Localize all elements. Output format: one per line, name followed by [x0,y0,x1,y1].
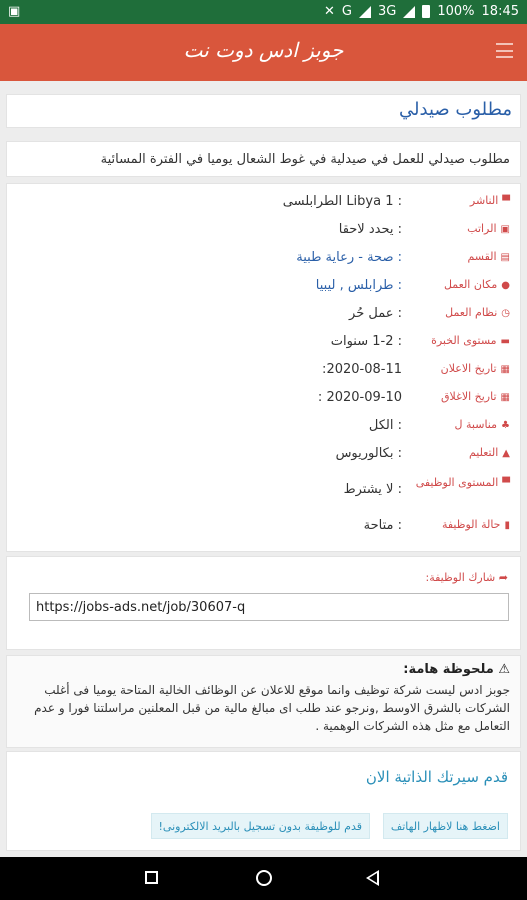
detail-row-work-type [7,306,522,330]
app-bar [0,24,527,81]
network-type-label: 3G [378,4,397,19]
detail-value: : Libya 1 الطرابلسى [282,194,402,209]
app-notification-icon: ▣ [8,4,21,19]
share-label: شارك الوظيفة: [425,571,496,584]
detail-value: : بكالوريوس [335,446,402,461]
hamburger-menu-icon[interactable] [496,43,513,58]
experience-icon: ▬ [500,336,510,347]
graduation-cap-icon: ▲ [502,448,510,459]
detail-value: : الكل [368,418,402,433]
calendar-icon: ▦ [500,392,510,403]
carrier-label: G [341,4,352,19]
detail-value-location-link[interactable]: : طرابلس , ليبيا [315,278,402,293]
notice-body: جوبز ادس ليست شركة توظيف وانما موقع للاعلان عن الوظائف الخالية المتاحة يوميا فى أغلب الشركات بالشرق الاوسط ,ونرجو عند طلب اى مبالغ مالية من قبل المعلنين مراسلتنا فورا و عدم التعامل مع مثل هذه الشركات الوهمية . [34,683,510,733]
thermometer-icon: ▮ [504,520,510,531]
detail-row-job-status [7,518,522,542]
briefcase-icon: ▀ [502,478,510,489]
job-description: مطلوب صيدلي للعمل في صيدلية في غوط الشعال يوميا في الفترة المسائية [100,152,510,167]
detail-label: الناشر [469,194,499,207]
detail-value: : عمل حُر [349,306,402,321]
android-nav-bar [0,857,527,900]
submit-cv-card [6,751,521,851]
mute-icon: ✕ [324,4,335,19]
job-title: مطلوب صيدلي [399,99,512,120]
clock-icon: ◷ [501,308,510,319]
battery-level: 100% [437,4,475,19]
detail-label: مستوى الخبرة [431,334,497,347]
important-notice-card [6,655,521,748]
detail-value: : 1-2 سنوات [330,334,402,349]
battery-icon [422,5,430,18]
back-icon[interactable] [366,870,379,886]
detail-label: تاريخ الاغلاق [440,390,497,403]
job-description-card [6,141,521,177]
detail-value: : متاحة [363,518,402,533]
signal-icon-2 [403,6,415,18]
detail-value: 2020-09-10 : [317,390,402,405]
detail-row-experience [7,334,522,358]
money-icon: ▣ [500,224,510,235]
job-details-card [6,183,521,552]
detail-value: : لا يشترط [343,482,402,497]
detail-row-salary [7,222,522,246]
detail-row-category [7,250,522,274]
detail-label: التعليم [468,446,499,459]
detail-row-posted-date [7,362,522,386]
category-icon: ▤ [500,252,510,263]
detail-label: مكان العمل [443,278,498,291]
home-icon[interactable] [256,870,272,886]
detail-label: المستوى الوظيفى [415,476,499,489]
job-title-card [6,94,521,128]
detail-value: : يحدد لاحقا [338,222,402,237]
detail-row-closing-date [7,390,522,414]
users-icon: ♣ [501,420,510,431]
status-bar [0,0,527,24]
detail-row-education [7,446,522,470]
detail-label: القسم [467,250,497,263]
detail-row-career-level [7,476,522,508]
recent-apps-icon[interactable] [145,871,158,884]
detail-label: تاريخ الاعلان [440,362,497,375]
detail-row-location [7,278,522,302]
clock-time: 18:45 [481,4,519,19]
warning-icon: ⚠ [493,662,510,677]
detail-label: الراتب [467,222,497,235]
detail-row-publisher [7,194,522,218]
show-phone-button[interactable]: اضغط هنا لاظهار الهاتف [383,813,508,839]
detail-label: حالة الوظيفة [441,518,501,531]
location-pin-icon: ● [501,280,510,291]
detail-label: مناسبة ل [454,418,498,431]
submit-cv-title: قدم سيرتك الذاتية الان [365,768,508,786]
apply-by-email-button[interactable]: قدم للوظيفة بدون تسجيل بالبريد الالكترونى! [151,813,370,839]
notice-title: ملحوظة هامة: [403,662,494,677]
detail-value: 2020-08-11: [322,362,402,377]
app-logo-title: جوبز ادس دوت نت [183,38,344,62]
signal-icon [359,6,371,18]
building-icon: ▀ [502,196,510,207]
detail-value-category-link[interactable]: : صحة - رعاية طبية [296,250,402,265]
detail-row-suitable-for [7,418,522,442]
detail-label: نظام العمل [445,306,498,319]
calendar-icon: ▦ [500,364,510,375]
share-card [6,556,521,650]
share-icon: ➦ [495,571,508,584]
share-url-field[interactable] [29,593,509,621]
